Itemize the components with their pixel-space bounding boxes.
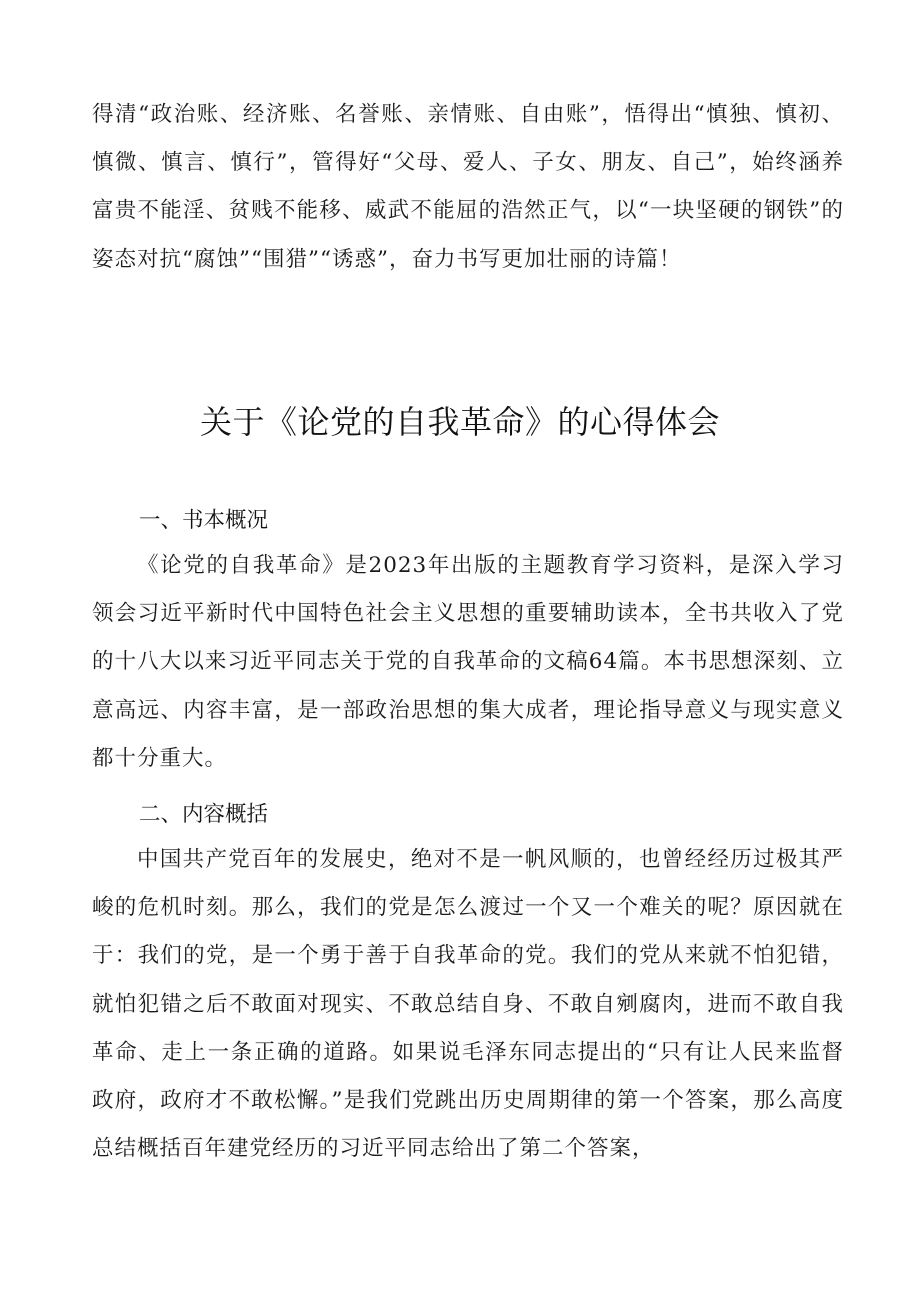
section-paragraph-overview: 《论党的自我革命》是2023年出版的主题教育学习资料，是深入学习领会习近平新时代中国特色社会主义思想的重要辅助读本，全书共收入了党的十八大以来习近平同志关于党的自我革命的文稿64篇。本书思想深刻、立意高远、内容丰富，是一部政治思想的集大成者，理论指导意义与现实意义都十分重大。 bbox=[92, 553, 844, 771]
section-heading-summary: 二、内容概括 bbox=[139, 802, 269, 827]
section-paragraph-summary: 中国共产党百年的发展史，绝对不是一帆风顺的，也曾经经历过极其严峻的危机时刻。那么，我们的党是怎么渡过一个又一个难关的呢？原因就在于：我们的党，是一个勇于善于自我革命的党。我们的党从来就不怕犯错，就怕犯错之后不敢面对现实、不敢总结自身、不敢自剜腐肉，进而不敢自我革命、走上一条正确的道路。如果说毛泽东同志提出的“只有让人民来监督政府，政府才不敢松懈。”是我们党跳出历史周期律的第一个答案，那么高度总结概括百年建党经历的习近平同志给出了第二个答案， bbox=[92, 847, 844, 1162]
section-heading-overview: 一、书本概况 bbox=[139, 508, 269, 533]
document-title: 关于《论党的自我革命》的心得体会 bbox=[199, 403, 720, 441]
continued-paragraph: 得清“政治账、经济账、名誉账、亲情账、自由账”，悟得出“慎独、慎初、慎微、慎言、慎行”，管得好“父母、爱人、子女、朋友、自己”，始终涵养富贵不能淫、贫贱不能移、威武不能屈的浩然正气，以“一块坚硬的钢铁”的姿态对抗“腐蚀”“围猎”“诱惑”，奋力书写更加壮丽的诗篇！ bbox=[92, 102, 844, 272]
